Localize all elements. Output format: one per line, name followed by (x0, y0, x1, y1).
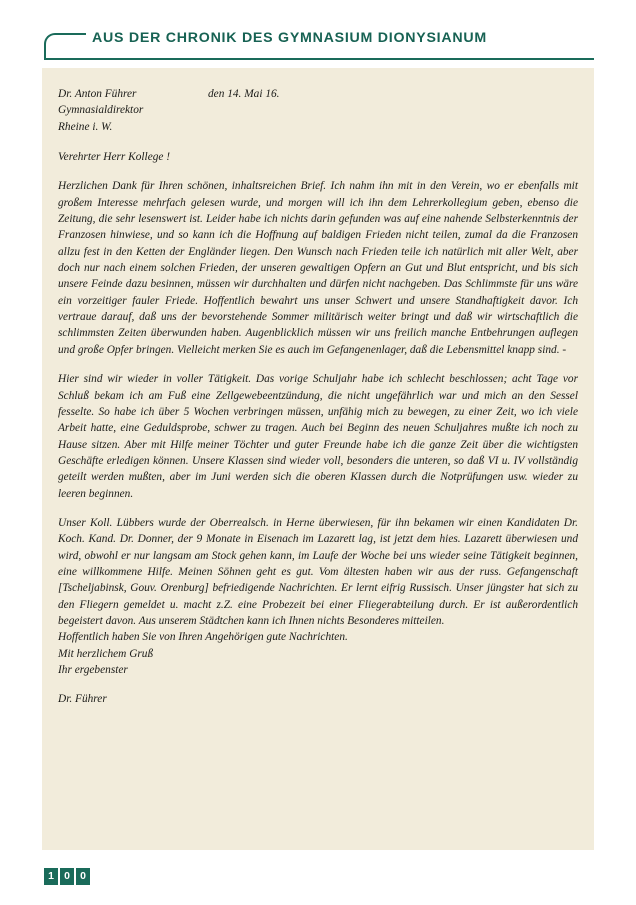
letter-body (58, 86, 578, 708)
page-number (44, 868, 90, 885)
page-number-digit: 1 (44, 868, 58, 885)
page-number-digit: 0 (76, 868, 90, 885)
sender-title: Gymnasialdirektor (58, 104, 144, 117)
sender-name: Dr. Anton Führer (58, 88, 137, 100)
letter-content-panel (42, 68, 594, 850)
salutation: Verehrter Herr Kollege ! (58, 151, 171, 164)
header-divider-rule (44, 58, 594, 60)
letterhead-line-name-date (58, 86, 578, 102)
letter-paragraph: Unser Koll. Lübbers wurde der Oberrealsch. in Herne überwiesen, für ihn bekamen wir einen Kandidaten Dr. Koch. Kand. Dr. Donner, der 9 Monate in Eisenach im Lazarett lag, ist jetzt dem hies. Lazarett überwiesen und wird, obwohl er nur langsam am Stock gehen kann, im Laufe der Woche bei uns wieder seine Tätigkeit beginnen, eine willkommene Hilfe. Meinen Söhnen geht es gut. Vom ältesten haben wir aus der russ. Gefangenschaft [Tscheljabinsk, Gouv. Orenburg] befriedigende Nachrichten. Er lernt eifrig Russisch. Unser jüngster hat sich zu den Fliegern gemeldet u. macht z.Z. eine Probezeit bei einer Fliegerabteilung durch. Er ist außerordentlich begeistert davon. Aus unserem Städtchen kann ich Ihnen nichts Besonderes mitteilen. (58, 516, 578, 627)
header-bracket-decoration (44, 33, 86, 59)
closing-line-3: Ihr ergebenster (58, 664, 128, 676)
signature: Dr. Führer (58, 693, 107, 706)
page-number-digit: 0 (60, 868, 74, 885)
letter-closing (58, 629, 578, 678)
letter-paragraph: Herzlichen Dank für Ihren schönen, inhaltsreichen Brief. Ich nahm ihn mit in den Verein, wo er ebenfalls mit großem Interesse mehrfach gelesen wurde, und morgen will ich ihn dem Lehrerkollegium geben, ebenso die Zeitung, die sehr lesenswert ist. Leider habe ich nichts darin gefunden was auf eine nahende Selbsterkenntnis der Franzosen hinwiese, und so kann ich die Hoffnung auf baldigen Frieden nicht teilen, zumal da die Franzosen allzu fest in den Ketten der Engländer liegen. Den Wunsch nach Frieden teile ich natürlich mit aller Welt, aber doch nur nach einem solchen Frieden, der unseren gewaltigen Opfern an Gut und Blut entspricht, und bis sich unsere Feinde dazu besinnen, müssen wir durchhalten und dürfen nicht nachgeben. Das Schlimmste für uns wäre ein vorzeitiger fauler Friede. Hoffentlich bewahrt uns unser Schwert und unsere Standhaftigkeit davor. Ich vertraue darauf, daß uns der bevorstehende Sommer militärisch weiter bringt und daß wir wirtschaftlich die schlimmsten Zeiten überwunden haben. Augenblicklich müssen wir uns freilich manche Entbehrungen auflegen und große Opfer bringen. Vielleicht merken Sie es auch im Gefangenenlager, daß die Lebensmittel knapp sind. - (58, 180, 578, 356)
closing-line-1: Hoffentlich haben Sie von Ihren Angehörigen gute Nachrichten. (58, 631, 348, 644)
letter-paragraph: Hier sind wir wieder in voller Tätigkeit. Das vorige Schuljahr habe ich schlecht beschlossen; acht Tage vor Schluß bekam ich am Fuß eine Zellgewebeentzündung, die nicht ungefährlich war und mich an den Sessel fesselte. So habe ich über 5 Wochen verbringen müssen, unfähig mich zu bewegen, zu einer Zeit, wo ich viele Arbeit hatte, eine Geduldsprobe, schwer zu tragen. Auch bei Beginn des neuen Schuljahres mußte ich noch zu Hause sitzen. Aber mit Hilfe meiner Töchter und guter Freunde habe ich die ganze Zeit über die wichtigsten Geschäfte erledigen können. Unsere Klassen sind wieder voll, besonders die unteren, so daß VI u. IV vollständig geteilt werden mußten, aber im Juni werden sich die oberen Klassen durch die Notprüfungen usw. wieder zu leeren beginnen. (58, 373, 578, 500)
page-title: AUS DER CHRONIK DES GYMNASIUM DIONYSIANUM (92, 30, 487, 46)
letter-date: den 14. Mai 16. (208, 88, 280, 100)
sender-place: Rheine i. W. (58, 120, 113, 133)
page-header (0, 0, 636, 68)
closing-line-2: Mit herzlichem Gruß (58, 647, 154, 660)
letterhead (58, 86, 578, 135)
